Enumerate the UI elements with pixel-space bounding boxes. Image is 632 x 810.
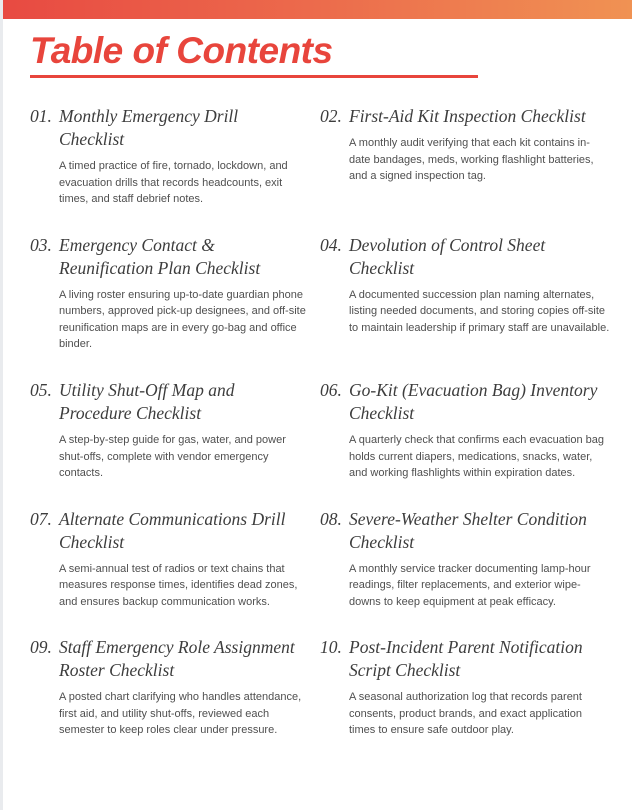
document-page bbox=[3, 0, 632, 810]
toc-item bbox=[30, 234, 307, 353]
toc-item-number: 03. bbox=[30, 234, 52, 255]
toc-item-title: Emergency Contact & Reunification Plan Checklist bbox=[59, 234, 261, 278]
toc-item-number: 06. bbox=[320, 379, 342, 400]
toc-item-title: Alternate Communications Drill Checklist bbox=[59, 508, 286, 552]
toc-item-number: 09. bbox=[30, 637, 52, 658]
toc-item-description: A semi-annual test of radios or text chains that measures response times, identifies dead zones, and ensures backup communication works. bbox=[59, 562, 298, 608]
toc-item-description: A documented succession plan naming alternates, listing needed documents, and storing copies off-site to maintain leadership if primary staff are unavailable. bbox=[349, 288, 610, 334]
toc-item-description: A posted chart clarifying who handles attendance, first aid, and utility shut-offs, reviewed each semester to keep roles clear under pressure. bbox=[59, 691, 302, 737]
toc-item-body bbox=[59, 234, 307, 353]
toc-item-description: A timed practice of fire, tornado, lockdown, and evacuation drills that records headcounts, exit times, and staff debrief notes. bbox=[59, 160, 288, 206]
toc-item bbox=[320, 636, 610, 739]
title-underline bbox=[30, 75, 478, 78]
toc-item-body bbox=[59, 636, 307, 739]
toc-item-number: 04. bbox=[320, 234, 342, 255]
toc-item-description: A monthly audit verifying that each kit contains in-date bandages, meds, working flashlight batteries, and a signed inspection tag. bbox=[349, 137, 594, 183]
toc-item bbox=[320, 379, 610, 482]
toc-item-number: 01. bbox=[30, 106, 52, 126]
toc-item bbox=[30, 105, 307, 208]
toc-item-number: 02. bbox=[320, 106, 342, 126]
toc-item bbox=[320, 508, 610, 611]
toc-item-number: 05. bbox=[30, 379, 52, 400]
toc-item-description: A seasonal authorization log that records parent consents, product brands, and exact application times to ensure safe outdoor play. bbox=[349, 691, 582, 737]
toc-item bbox=[320, 234, 610, 353]
toc-item-title: Staff Emergency Role Assignment Roster Checklist bbox=[59, 637, 295, 681]
toc-item-body bbox=[349, 234, 610, 337]
toc-item bbox=[30, 636, 307, 739]
toc-item-body bbox=[349, 379, 610, 482]
toc-item-description: A step-by-step guide for gas, water, and power shut-offs, complete with vendor emergency contacts. bbox=[59, 434, 286, 480]
page-header bbox=[3, 19, 632, 78]
toc-item-title: Monthly Emergency Drill Checklist bbox=[59, 106, 239, 150]
toc-item-description: A monthly service tracker documenting lamp-hour readings, filter replacements, and exterior wipe-downs to keep equipment at peak efficacy. bbox=[349, 562, 591, 608]
toc-item-number: 10. bbox=[320, 637, 342, 658]
toc-item-title: Devolution of Control Sheet Checklist bbox=[349, 234, 546, 278]
toc-item-description: A quarterly check that confirms each evacuation bag holds current diapers, medications, snacks, water, and working flashlights within expiration dates. bbox=[349, 434, 604, 480]
toc-item-title: Severe-Weather Shelter Condition Checklist bbox=[349, 508, 587, 552]
toc-item-body bbox=[59, 508, 307, 611]
toc-item-body bbox=[59, 105, 307, 208]
toc-item-title: Utility Shut-Off Map and Procedure Checklist bbox=[59, 379, 235, 423]
toc-item-title: Go-Kit (Evacuation Bag) Inventory Checklist bbox=[349, 379, 598, 423]
toc-item bbox=[30, 379, 307, 482]
page-title: Table of Contents bbox=[30, 30, 333, 71]
toc-item-title: Post-Incident Parent Notification Script Checklist bbox=[349, 637, 583, 681]
toc-item-body bbox=[59, 379, 307, 482]
toc-item-title: First-Aid Kit Inspection Checklist bbox=[349, 106, 586, 126]
toc-item-description: A living roster ensuring up-to-date guardian phone numbers, approved pick-up designees, and off-site reunification maps are in every go-bag and office binder. bbox=[59, 288, 306, 351]
toc-item bbox=[320, 105, 610, 208]
toc-item-body bbox=[349, 636, 610, 739]
toc-item-body bbox=[349, 508, 610, 611]
toc-item-number: 07. bbox=[30, 508, 52, 529]
toc-item-number: 08. bbox=[320, 508, 342, 529]
toc-grid bbox=[3, 105, 632, 739]
toc-item-body bbox=[349, 105, 610, 185]
header-accent-bar bbox=[3, 0, 632, 19]
toc-item bbox=[30, 508, 307, 611]
